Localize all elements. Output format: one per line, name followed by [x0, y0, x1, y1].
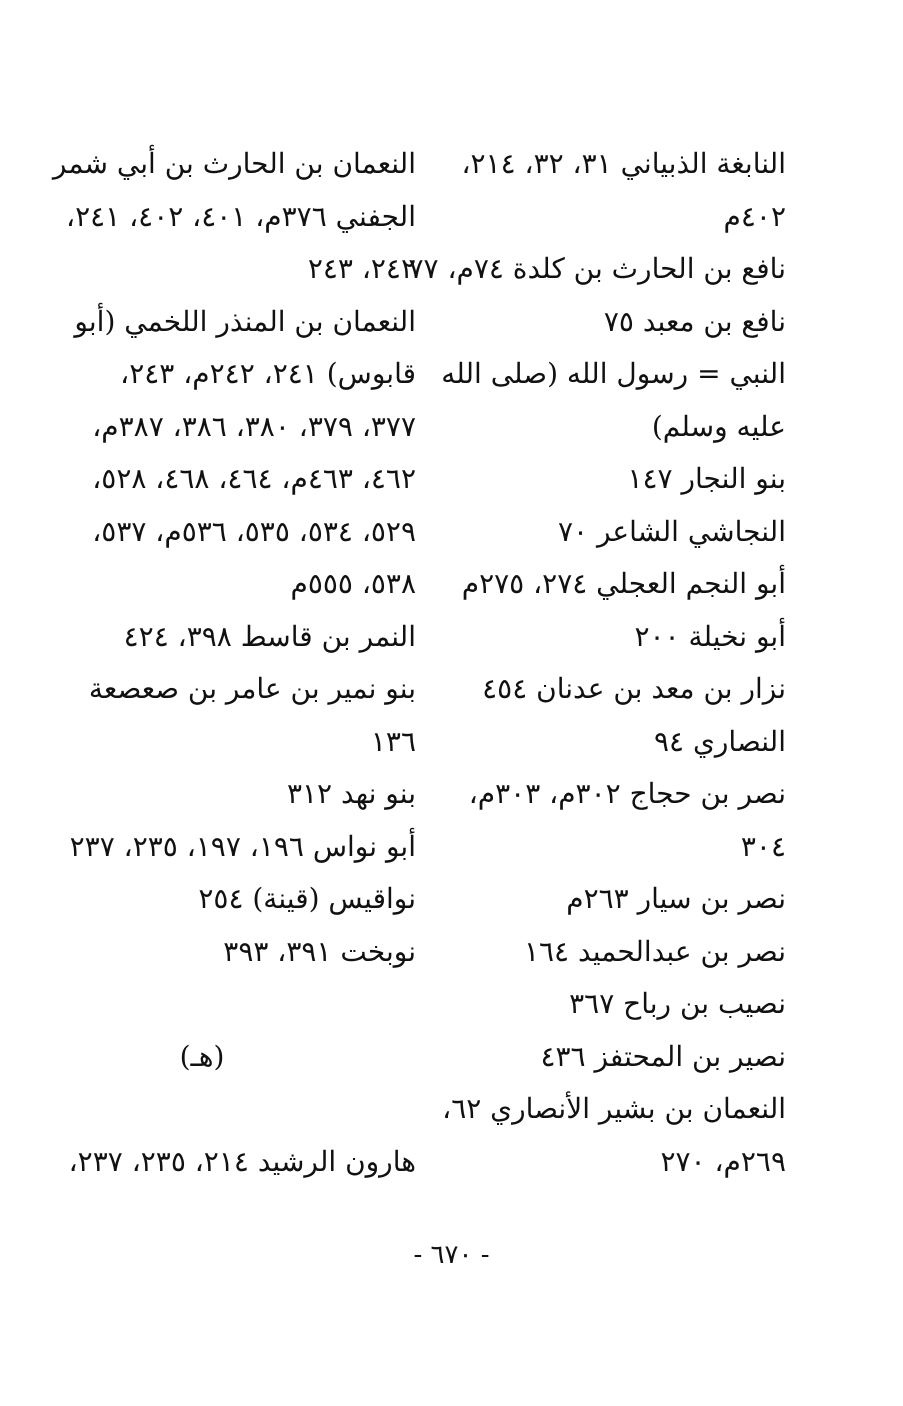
index-line: ٣٠٤ [740, 829, 786, 863]
index-line: بنو نمير بن عامر بن صعصعة [88, 672, 416, 705]
index-line: الجفني ٣٧٦م، ٤٠١، ٤٠٢، ٢٤١، [66, 199, 416, 233]
index-line: ٢٤٢، ٢٤٣ [307, 252, 416, 285]
index-line: أبو النجم العجلي ٢٧٤، ٢٧٥م [461, 567, 786, 600]
index-line: ٤٦٢، ٤٦٣م، ٤٦٤، ٤٦٨، ٥٢٨، [92, 462, 416, 495]
index-line: النعمان بن المنذر اللخمي (أبو [74, 304, 416, 338]
index-line: ٥٣٨، ٥٥٥م [290, 567, 416, 600]
index-line: النعمان بن بشير الأنصاري ٦٢، [442, 1092, 786, 1125]
index-line: النابغة الذبياني ٣١، ٣٢، ٢١٤، [461, 147, 786, 180]
page-number: - ٦٧٠ - [413, 1240, 490, 1270]
index-line: نصير بن المحتفز ٤٣٦ [540, 1039, 786, 1073]
index-line: قابوس) ٢٤١، ٢٤٢م، ٢٤٣، [120, 357, 416, 390]
index-line: النصاري ٩٤ [654, 724, 786, 758]
spacer [78, 978, 416, 1031]
index-line: عليه وسلم) [651, 409, 786, 443]
index-line: أبو نواس ١٩٦، ١٩٧، ٢٣٥، ٢٣٧ [69, 829, 416, 863]
index-line: بنو نهد ٣١٢ [286, 777, 416, 810]
index-line: ٥٢٩، ٥٣٤، ٥٣٥، ٥٣٦م، ٥٣٧، [92, 514, 416, 548]
section-heading: (هـ) [179, 1039, 225, 1073]
index-line: ٣٧٧، ٣٧٩، ٣٨٠، ٣٨٦، ٣٨٧م، [92, 409, 416, 443]
index-line: النمر بن قاسط ٣٩٨، ٤٢٤ [123, 619, 416, 653]
index-line: النبي = رسول الله (صلى الله [441, 357, 786, 390]
index-line: نصر بن حجاج ٣٠٢م، ٣٠٣م، [468, 777, 786, 810]
index-line: ١٣٦ [370, 724, 416, 758]
index-line: نصيب بن رباح ٣٦٧ [569, 987, 786, 1020]
index-line: نصر بن عبدالحميد ١٦٤ [523, 934, 786, 968]
index-line: نافع بن معبد ٧٥ [603, 304, 786, 338]
index-line: ٢٦٩م، ٢٧٠ [660, 1144, 786, 1178]
index-line: النجاشي الشاعر ٧٠ [557, 514, 786, 548]
index-line: بنو النجار ١٤٧ [627, 462, 786, 495]
index-line: نصر بن سيار ٢٦٣م [566, 882, 786, 915]
index-line: نافع بن الحارث بن كلدة ٧٤م، ٧٧ [408, 252, 786, 285]
index-column-left [52, 138, 416, 1188]
index-line: النعمان بن الحارث بن أبي شمر [52, 147, 416, 180]
index-line: نزار بن معد بن عدنان ٤٥٤ [482, 672, 786, 705]
index-line: ٤٠٢م [723, 199, 786, 233]
index-line: هارون الرشيد ٢١٤، ٢٣٥، ٢٣٧، [68, 1144, 416, 1178]
index-line: نوبخت ٣٩١، ٣٩٣ [223, 934, 416, 968]
index-line: نواقيس (قينة) ٢٥٤ [198, 882, 416, 915]
spacer [78, 1083, 416, 1136]
index-column-right [408, 138, 786, 1188]
index-line: أبو نخيلة ٢٠٠ [634, 619, 786, 653]
